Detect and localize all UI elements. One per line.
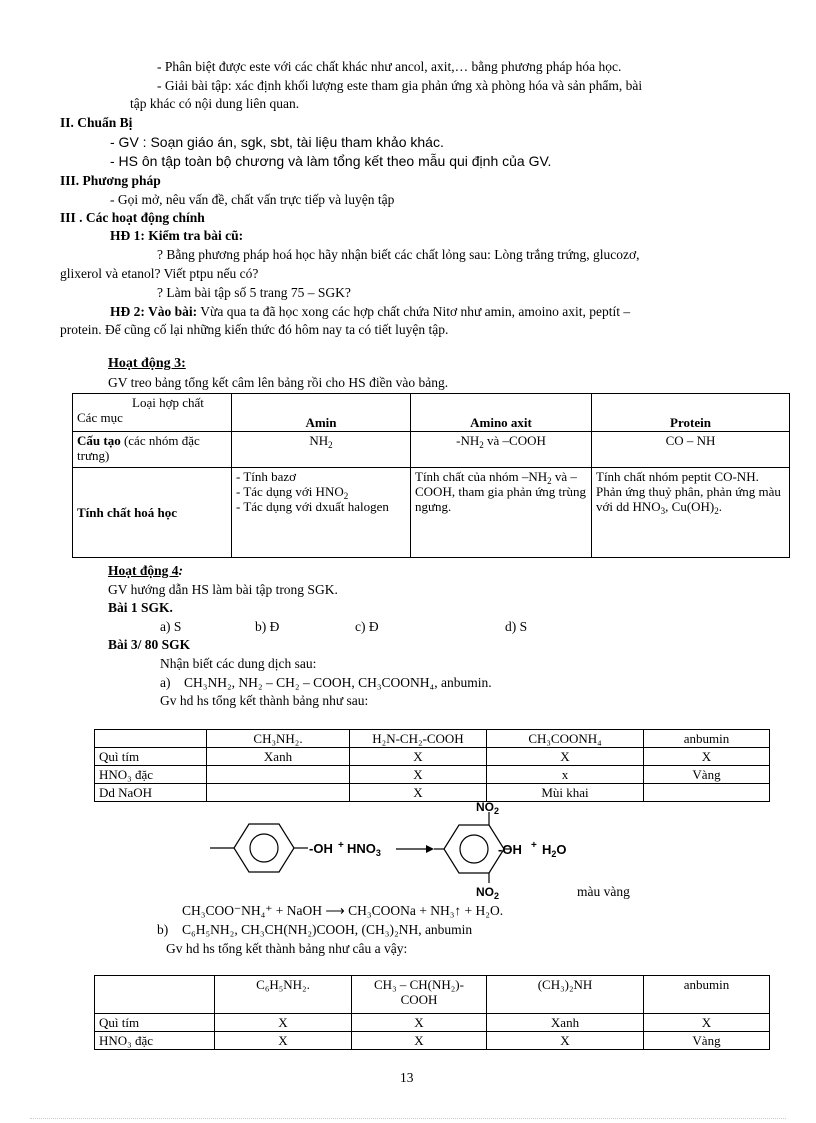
- part-a-list: CH₃NH₂, NH₂ – CH₂ – COOH, CH₃COONH₄, anbumin.: [184, 675, 492, 690]
- hd4-title-line: [108, 563, 183, 579]
- table-b: [94, 975, 770, 1050]
- water-h: H: [542, 842, 552, 857]
- hd3-row2-amin-1: - Tính bazơ: [236, 469, 297, 484]
- hd3-row2-amin-2: - Tác dụng với HNO: [236, 484, 344, 499]
- no2-top-text: NO: [476, 800, 494, 814]
- table-row: [95, 766, 770, 784]
- hd3-corner-top: Loại hợp chất: [132, 395, 204, 410]
- bai1-answer-c: c) Đ: [355, 619, 379, 634]
- table-a-cell: X: [350, 748, 487, 766]
- table-a-header-4: anbumin: [644, 730, 770, 748]
- bai1-title: Bài 1 SGK.: [108, 600, 173, 615]
- hd4-intro: GV hướng dẫn HS làm bài tập trong SGK.: [108, 582, 338, 597]
- hd3-corner-cell: [73, 394, 232, 432]
- table-a-cell: Quì tím: [95, 748, 207, 766]
- method-text: - Gọi mở, nêu vấn đề, chất vấn trực tiếp và luyện tập: [110, 192, 395, 207]
- table-b-cell: Quì tím: [95, 1014, 215, 1032]
- bai1-answer-a: a) S: [160, 619, 182, 634]
- aromatic-circle-1: [250, 834, 278, 862]
- hd3-row1-protein: CO – NH: [592, 432, 790, 468]
- hd3-row1-amin-sub: 2: [328, 440, 333, 450]
- table-row: [95, 784, 770, 802]
- table-b-cell: X: [487, 1032, 644, 1050]
- benzene-ring-1: [234, 824, 294, 872]
- hd3-row1-amin: [232, 432, 411, 468]
- table-b-header-1: C₆H₅NH₂.: [215, 976, 352, 1014]
- hd3-row1-label-bold: Cấu tạo: [77, 433, 121, 448]
- table-a-header-0: [95, 730, 207, 748]
- hd3-row2-amin-2-line: [236, 484, 406, 499]
- hd3-row2-amino-2: và –COOH, tham gia phản ứng trùng ngưng.: [415, 469, 586, 514]
- table-a-cell: Xanh: [207, 748, 350, 766]
- objective-line-3: tập khác có nội dung liên quan.: [130, 96, 300, 111]
- table-b-header-4: anbumin: [644, 976, 770, 1014]
- prep-gv: - GV : Soạn giáo án, sgk, sbt, tài liệu tham khảo khác.: [110, 134, 444, 150]
- table-b-cell: HNO₃ đặc: [95, 1032, 215, 1050]
- hd3-row2-amino: [411, 468, 592, 558]
- hd2-line-2: protein. Để cũng cố lại những kiến thức đó hôm nay ta có tiết luyện tập.: [60, 322, 449, 337]
- hd3-row1-label: [73, 432, 232, 468]
- table-a: [94, 729, 770, 802]
- table-b-cell: Xanh: [487, 1014, 644, 1032]
- table-b-cell: X: [215, 1032, 352, 1050]
- table-a-cell: [207, 766, 350, 784]
- reagent-hno3-text: HNO: [347, 841, 376, 856]
- bai1-answer-b: b) Đ: [255, 619, 280, 634]
- table-row: [95, 748, 770, 766]
- table-b-header-row: [95, 976, 770, 1014]
- hd3-header-row: [73, 394, 790, 432]
- bai3-intro: Nhận biết các dung dịch sau:: [160, 656, 317, 671]
- part-b-label: b): [157, 922, 169, 937]
- no2-bottom-text: NO: [476, 885, 494, 899]
- table-a-cell: X: [644, 748, 770, 766]
- hd3-row2-protein-3: .: [718, 499, 723, 514]
- prep-hs: - HS ôn tập toàn bộ chương và làm tổng kết theo mẫu qui định của GV.: [110, 153, 552, 169]
- product-oh: -OH: [498, 842, 522, 857]
- hd3-intro: GV treo bảng tổng kết câm lên bảng rồi cho HS điền vào bảng.: [108, 375, 449, 390]
- hd1-question-2: ? Làm bài tập số 5 trang 75 – SGK?: [157, 285, 351, 300]
- plus-sign-1: +: [338, 840, 344, 851]
- page-number: 13: [400, 1070, 414, 1085]
- table-a-cell: X: [487, 748, 644, 766]
- ammonium-equation: CH₃COO⁻NH₄⁺ + NaOH ⟶ CH₃COONa + NH₃↑ + H₂O.: [182, 903, 504, 918]
- hd1-question-1: ? Bằng phương pháp hoá học hãy nhận biết các chất lỏng sau: Lòng trắng trứng, glucozơ,: [157, 247, 640, 262]
- table-a-cell: X: [350, 766, 487, 784]
- no2-top: [476, 800, 499, 816]
- table-b-cell: X: [644, 1014, 770, 1032]
- benzene-ring-2: [444, 825, 504, 873]
- table-b-header-2: CH₃ – CH(NH₂)-COOH: [352, 976, 487, 1014]
- table-b-header-0: [95, 976, 215, 1014]
- bai3-title: Bài 3/ 80 SGK: [108, 637, 191, 652]
- hd4-title-colon: :: [178, 563, 184, 578]
- table-a-cell: x: [487, 766, 644, 784]
- color-note: màu vàng: [577, 884, 630, 899]
- hd3-col-amin: Amin: [232, 394, 411, 432]
- water-o: O: [556, 842, 567, 857]
- method-heading: III. Phương pháp: [60, 173, 161, 188]
- hd3-row2-protein-2: , Cu(OH): [665, 499, 715, 514]
- water-sub: 2: [551, 849, 557, 859]
- hd1-question-1-cont: glixerol và etanol? Viết ptpu nếu có?: [60, 266, 259, 281]
- hd2-title: HĐ 2: Vào bài:: [110, 304, 198, 319]
- table-a-cell: Mùi khai: [487, 784, 644, 802]
- hd3-summary-table: [72, 393, 790, 558]
- table-b-cell: X: [352, 1014, 487, 1032]
- table-a-header-2: H₂N-CH₂-COOH: [350, 730, 487, 748]
- part-a-label: a): [160, 675, 171, 690]
- hd3-row2-protein-sub1: 3: [660, 506, 666, 516]
- table-b-cell: X: [215, 1014, 352, 1032]
- table-a-cell: [644, 784, 770, 802]
- hd3-row2-amin-2-sub: 2: [343, 491, 349, 501]
- page-edge-divider: [30, 1118, 786, 1119]
- reagent-hno3: [347, 841, 381, 858]
- part-b-list: C₆H₅NH₂, CH₃CH(NH₂)COOH, (CH₃)₂NH, anbumin: [182, 922, 473, 937]
- hd3-row2-protein: [592, 468, 790, 558]
- hd3-row2-protein-sub2: 2: [714, 506, 719, 516]
- table-b-header-3: (CH₃)₂NH: [487, 976, 644, 1014]
- no2-bottom-sub: 2: [494, 891, 500, 900]
- hd2-line-1: [110, 304, 630, 320]
- part-a-note: Gv hd hs tổng kết thành bảng như sau:: [160, 693, 369, 708]
- hd3-row1-amino-a: -NH: [456, 433, 480, 448]
- hd3-corner-bottom: Các mục: [77, 410, 123, 425]
- hd1-title: HĐ 1: Kiểm tra bài cũ:: [110, 228, 244, 243]
- hd3-row2-amino-1: Tính chất của nhóm –NH: [415, 469, 548, 484]
- hd3-row2-amin-3: - Tác dụng với dxuất halogen: [236, 499, 389, 514]
- prep-heading: II. Chuẩn Bị: [60, 115, 133, 130]
- table-a-cell: [207, 784, 350, 802]
- table-a-cell: Dd NaOH: [95, 784, 207, 802]
- no2-bottom: [476, 885, 499, 900]
- aromatic-circle-2: [460, 835, 488, 863]
- hd2-text-1: Vừa qua ta đã học xong các hợp chất chứa Nitơ như amin, amoino axit, peptít –: [197, 304, 631, 319]
- table-a-cell: HNO₃ đặc: [95, 766, 207, 784]
- no2-top-sub: 2: [494, 806, 500, 816]
- reagent-oh: -OH: [309, 841, 333, 856]
- activities-heading: III . Các hoạt động chính: [60, 210, 205, 225]
- table-a-header-row: [95, 730, 770, 748]
- hd3-col-amino: Amino axit: [411, 394, 592, 432]
- table-a-cell: X: [350, 784, 487, 802]
- hd3-row-structure: [73, 432, 790, 468]
- table-a-header-3: CH₃COONH₄: [487, 730, 644, 748]
- objective-line-2: - Giải bài tập: xác định khối lượng este tham gia phản ứng xà phòng hóa và sản phẩm, bài: [157, 78, 643, 93]
- objective-line-1: - Phân biệt được este với các chất khác như ancol, axit,… bằng phương pháp hóa học.: [157, 59, 622, 74]
- hd3-col-protein: Protein: [592, 394, 790, 432]
- hd3-row2-amino-sub: 2: [547, 476, 552, 486]
- hd4-title: Hoạt động 4: [108, 563, 179, 578]
- hd3-row1-amino-sub: 2: [479, 440, 484, 450]
- hd3-row2-protein-1: Tính chất nhóm peptit CO-NH. Phản ứng thuỷ phân, phản ứng màu với dd HNO: [596, 469, 781, 514]
- hd3-row2-label: Tính chất hoá học: [73, 468, 232, 558]
- product-water: [542, 842, 567, 859]
- table-row: [95, 1032, 770, 1050]
- table-b-cell: X: [352, 1032, 487, 1050]
- table-a-cell: Vàng: [644, 766, 770, 784]
- hd3-row2-amin: [232, 468, 411, 558]
- table-row: [95, 1014, 770, 1032]
- hd3-row1-amino-b: và –COOH: [483, 433, 546, 448]
- plus-sign-2: +: [531, 840, 537, 851]
- hd3-row-chemical: [73, 468, 790, 558]
- hd3-row1-label-rest: (các nhóm đặc trưng): [77, 433, 200, 463]
- table-b-cell: Vàng: [644, 1032, 770, 1050]
- hd3-title: Hoạt động 3:: [108, 356, 186, 371]
- reagent-hno3-sub: 3: [375, 848, 381, 858]
- table-a-header-1: CH₃NH₂.: [207, 730, 350, 748]
- part-b-note: Gv hd hs tổng kết thành bảng như câu a vậy:: [166, 941, 408, 956]
- bai1-answer-d: d) S: [505, 619, 528, 634]
- hd3-row1-amin-text: NH: [309, 433, 329, 448]
- hd3-row1-amino: [411, 432, 592, 468]
- reaction-arrowhead: [426, 845, 434, 853]
